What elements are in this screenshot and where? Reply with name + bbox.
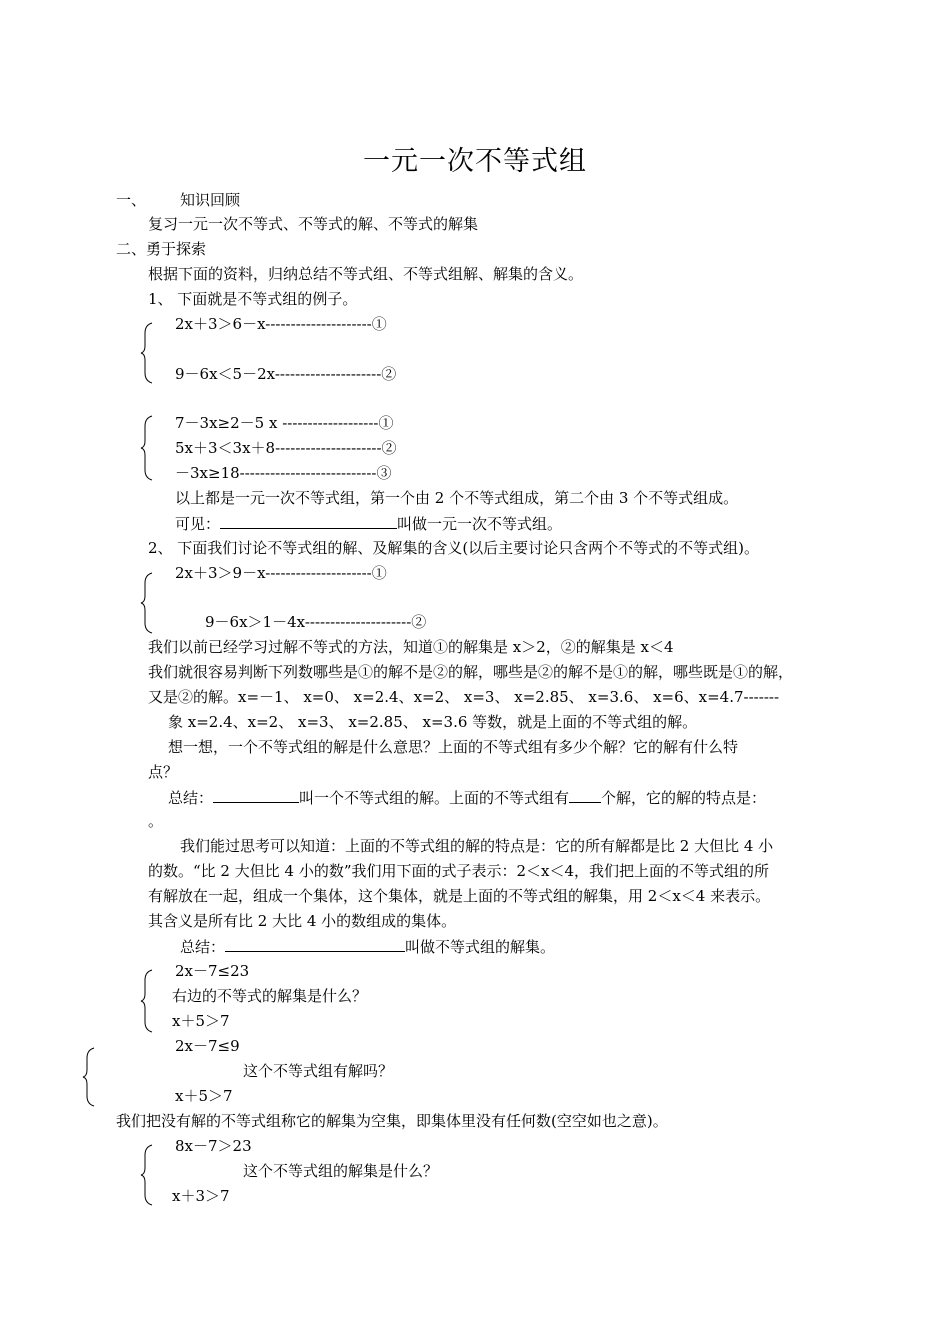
brace-example-1 xyxy=(140,323,156,383)
blank-line[interactable] xyxy=(569,787,601,803)
summary-label: 总结： xyxy=(180,938,226,956)
summary-2 xyxy=(180,936,555,957)
example-1-line-2: 9－6x＜5－2x---------------------② xyxy=(175,365,397,383)
text-line: 点？ xyxy=(148,763,179,781)
example-3-line-2: 9－6x＞1－4x---------------------② xyxy=(205,613,427,631)
example-5-line-1: 2x－7≤9 xyxy=(175,1037,240,1055)
text-line: 我们就很容易判断下列数哪些是①的解不是②的解，哪些是②的解不是①的解，哪些既是①的解， xyxy=(148,663,794,681)
brace-example-6 xyxy=(140,1145,156,1205)
section-1-body: 复习一元一次不等式、不等式的解、不等式的解集 xyxy=(148,215,479,233)
summary-label: 总结： xyxy=(168,789,214,807)
text-line: 我们以前已经学习过解不等式的方法，知道①的解集是 x＞2，②的解集是 x＜4 xyxy=(148,638,674,656)
summary-text: 个解，它的解的特点是： xyxy=(601,789,767,807)
brace-example-4 xyxy=(140,970,156,1032)
text-line: 象 x=2.4、x=2、 x=3、 x=2.85、 x=3.6 等数，就是上面的不等式组的解。 xyxy=(168,713,698,731)
example-2-line-1: 7－3x≥2－5 x -------------------① xyxy=(175,414,394,432)
blank-line[interactable] xyxy=(225,936,405,952)
page-title: 一元一次不等式组 xyxy=(363,146,587,177)
section-2-heading: 二、勇于探索 xyxy=(116,240,207,258)
blank-line[interactable] xyxy=(213,787,299,803)
paragraph-line: 我们能过思考可以知道：上面的不等式组的解的特点是：它的所有解都是比 2 大但比 4 小 xyxy=(180,837,774,855)
summary-text: 叫一个不等式组的解。上面的不等式组有 xyxy=(299,789,570,807)
example-4-question: 右边的不等式的解集是什么？ xyxy=(172,987,368,1005)
fill-label: 可见： xyxy=(175,515,221,533)
example-2-line-3: －3x≥18---------------------------③ xyxy=(175,464,392,482)
section-1-number: 一、 xyxy=(116,191,147,209)
brace-example-2 xyxy=(140,416,156,480)
example-5-line-2: x＋5＞7 xyxy=(175,1087,233,1105)
discussion-intro: 2、 下面我们讨论不等式组的解、及解集的含义(以后主要讨论只含两个不等式的不等式组)。 xyxy=(148,539,760,557)
empty-set-definition: 我们把没有解的不等式组称它的解集为空集，即集体里没有任何数(空空如也之意)。 xyxy=(116,1112,668,1130)
period: 。 xyxy=(148,812,164,830)
example-1-line-1: 2x＋3＞6－x---------------------① xyxy=(175,315,387,333)
example-4-line-1: 2x－7≤23 xyxy=(175,962,250,980)
example-description: 以上都是一元一次不等式组，第一个由 2 个不等式组成，第二个由 3 个不等式组成。 xyxy=(175,489,739,507)
text-line: 想一想，一个不等式组的解是什么意思？上面的不等式组有多少个解？它的解有什么特 xyxy=(168,738,739,756)
example-2-line-2: 5x＋3＜3x＋8---------------------② xyxy=(175,439,397,457)
fill-blank-definition xyxy=(175,513,562,534)
paragraph-line: 的数。“比 2 大但比 4 小的数”我们用下面的式子表示：2＜x＜4，我们把上面的不等式组的所 xyxy=(148,862,770,880)
brace-example-3 xyxy=(140,573,156,633)
section-2-intro: 根据下面的资料，归纳总结不等式组、不等式组解、解集的含义。 xyxy=(148,265,584,283)
section-1-heading: 知识回顾 xyxy=(180,191,241,209)
brace-example-5 xyxy=(82,1048,98,1106)
example-3-line-1: 2x＋3＞9－x---------------------① xyxy=(175,564,387,582)
blank-line[interactable] xyxy=(220,513,397,529)
text-line: 又是②的解。x=－1、 x=0、 x=2.4、x=2、 x=3、 x=2.85、 x=3.6、 x=6、x=4.7------- xyxy=(148,688,780,706)
example-intro: 1、 下面就是不等式组的例子。 xyxy=(148,290,358,308)
example-6-question: 这个不等式组的解集是什么？ xyxy=(243,1162,439,1180)
example-6-line-2: x＋3＞7 xyxy=(172,1187,230,1205)
summary-1 xyxy=(168,787,766,808)
example-5-question: 这个不等式组有解吗？ xyxy=(243,1062,394,1080)
paragraph-line: 其含义是所有比 2 大比 4 小的数组成的集体。 xyxy=(148,912,457,930)
fill-suffix: 叫做一元一次不等式组。 xyxy=(397,515,563,533)
example-4-line-2: x＋5＞7 xyxy=(172,1012,230,1030)
summary-text: 叫做不等式组的解集。 xyxy=(405,938,556,956)
paragraph-line: 有解放在一起，组成一个集体，这个集体，就是上面的不等式组的解集，用 2＜x＜4 来表示。 xyxy=(148,887,771,905)
example-6-line-1: 8x－7＞23 xyxy=(175,1137,252,1155)
